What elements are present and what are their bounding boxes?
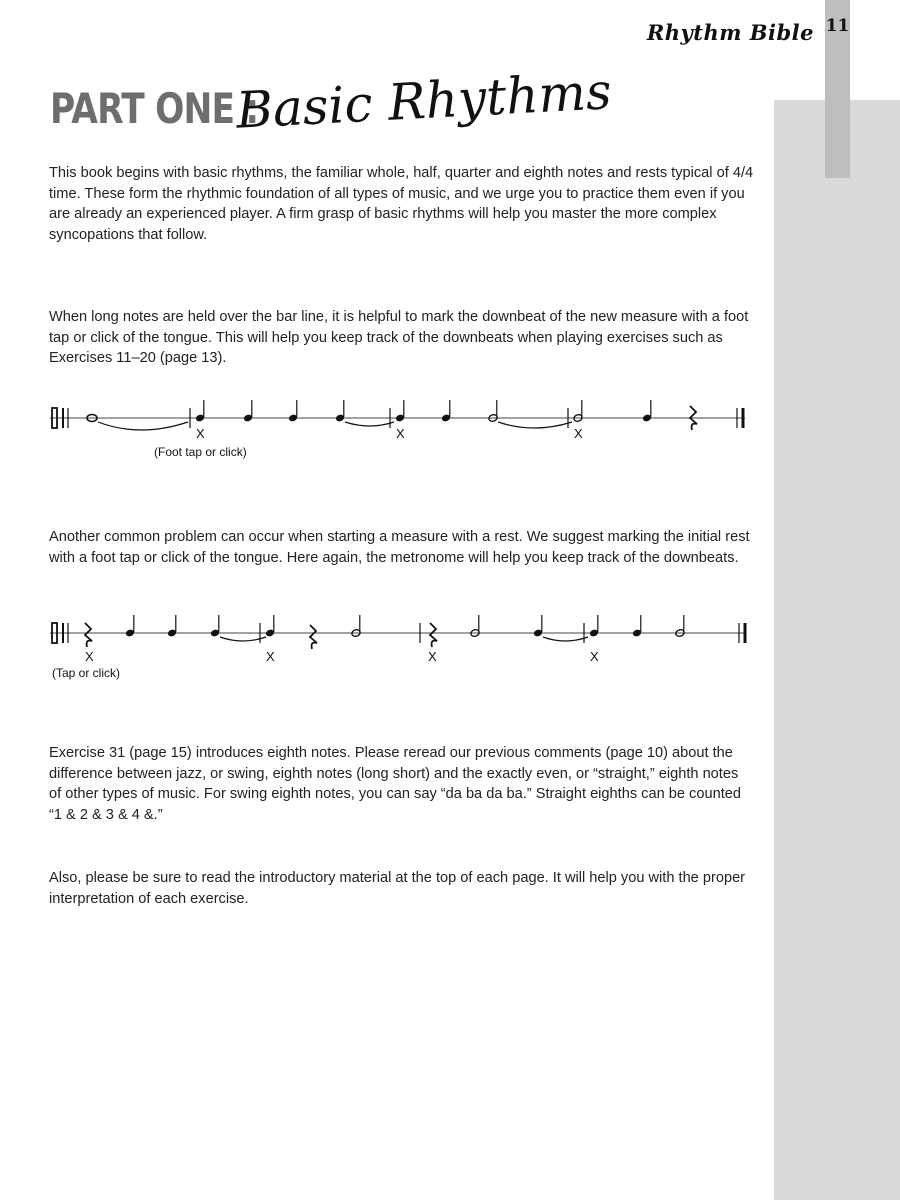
paragraph-closing: Also, please be sure to read the introductory material at the top of each page. It will help you with the proper interpretation of each exercise.	[49, 870, 746, 907]
tie	[498, 422, 572, 428]
book-title: Rhythm Bible	[646, 20, 814, 45]
tie	[345, 422, 394, 426]
quarter-note	[288, 400, 298, 422]
half-note	[488, 400, 498, 422]
quarter-note	[589, 615, 599, 637]
quarter-note	[632, 615, 642, 637]
tie	[98, 422, 188, 430]
rhythm-example-1	[40, 380, 760, 470]
count-mark: X	[428, 649, 437, 664]
heading-title-script: Basic Rhythms	[234, 62, 613, 140]
quarter-note	[533, 615, 543, 637]
count-mark: X	[266, 649, 275, 664]
quarter-note	[167, 615, 177, 637]
half-note	[573, 400, 583, 422]
page-number: 11	[825, 16, 850, 36]
paragraph-long-notes: When long notes are held over the bar line, it is helpful to mark the downbeat of the new measure with a foot tap or click of the tongue. This will help you keep track of the downbeats when playing exercises such as Exercises 11–20 (page 13).	[49, 309, 749, 366]
count-mark: X	[85, 649, 94, 664]
quarter-note	[265, 615, 275, 637]
paragraph-rests: Another common problem can occur when starting a measure with a rest. We suggest marking the initial rest with a foot tap or click of the tongue. Here again, the metronome will help you keep track of the downbeats.	[49, 529, 750, 566]
quarter-note	[243, 400, 253, 422]
page-edge-panel	[774, 100, 900, 1200]
count-mark: X	[590, 649, 599, 664]
quarter-note	[441, 400, 451, 422]
half-note	[675, 615, 685, 637]
quarter-note	[210, 615, 220, 637]
example-1-caption: (Foot tap or click)	[154, 445, 247, 459]
count-mark: X	[196, 426, 205, 441]
quarter-note	[125, 615, 135, 637]
quarter-note	[395, 400, 405, 422]
paragraph-eighth-notes: Exercise 31 (page 15) introduces eighth notes. Please reread our previous comments (page 10) about the difference between jazz, or swing, eighth notes (long short) and the exactly even, or “straight,” eighth notes of other types of music. For swing eighth notes, you can say “da ba da ba.” Straight eighths can be counted “1 & 2 & 3 & 4 &.”	[49, 745, 741, 823]
tie	[543, 637, 588, 641]
half-note	[351, 615, 361, 637]
count-mark: X	[574, 426, 583, 441]
quarter-rest	[85, 623, 92, 647]
quarter-note	[642, 400, 652, 422]
rhythm-example-2	[40, 595, 760, 685]
paragraph-intro: This book begins with basic rhythms, the familiar whole, half, quarter and eighth notes and rests typical of 4/4 time. These form the rhythmic foundation of all types of music, and we urge you to practice them even if you are already an experienced player. A firm grasp of basic rhythms will help you master the more complex syncopations that follow.	[49, 165, 754, 243]
quarter-rest	[430, 623, 437, 647]
quarter-note	[195, 400, 205, 422]
quarter-note	[335, 400, 345, 422]
half-note	[470, 615, 480, 637]
example-2-caption: (Tap or click)	[52, 666, 121, 680]
heading-part-label: PART ONE :	[50, 84, 259, 133]
section-heading	[50, 62, 613, 152]
count-mark: X	[396, 426, 405, 441]
quarter-rest	[310, 625, 317, 649]
tie	[220, 637, 266, 641]
